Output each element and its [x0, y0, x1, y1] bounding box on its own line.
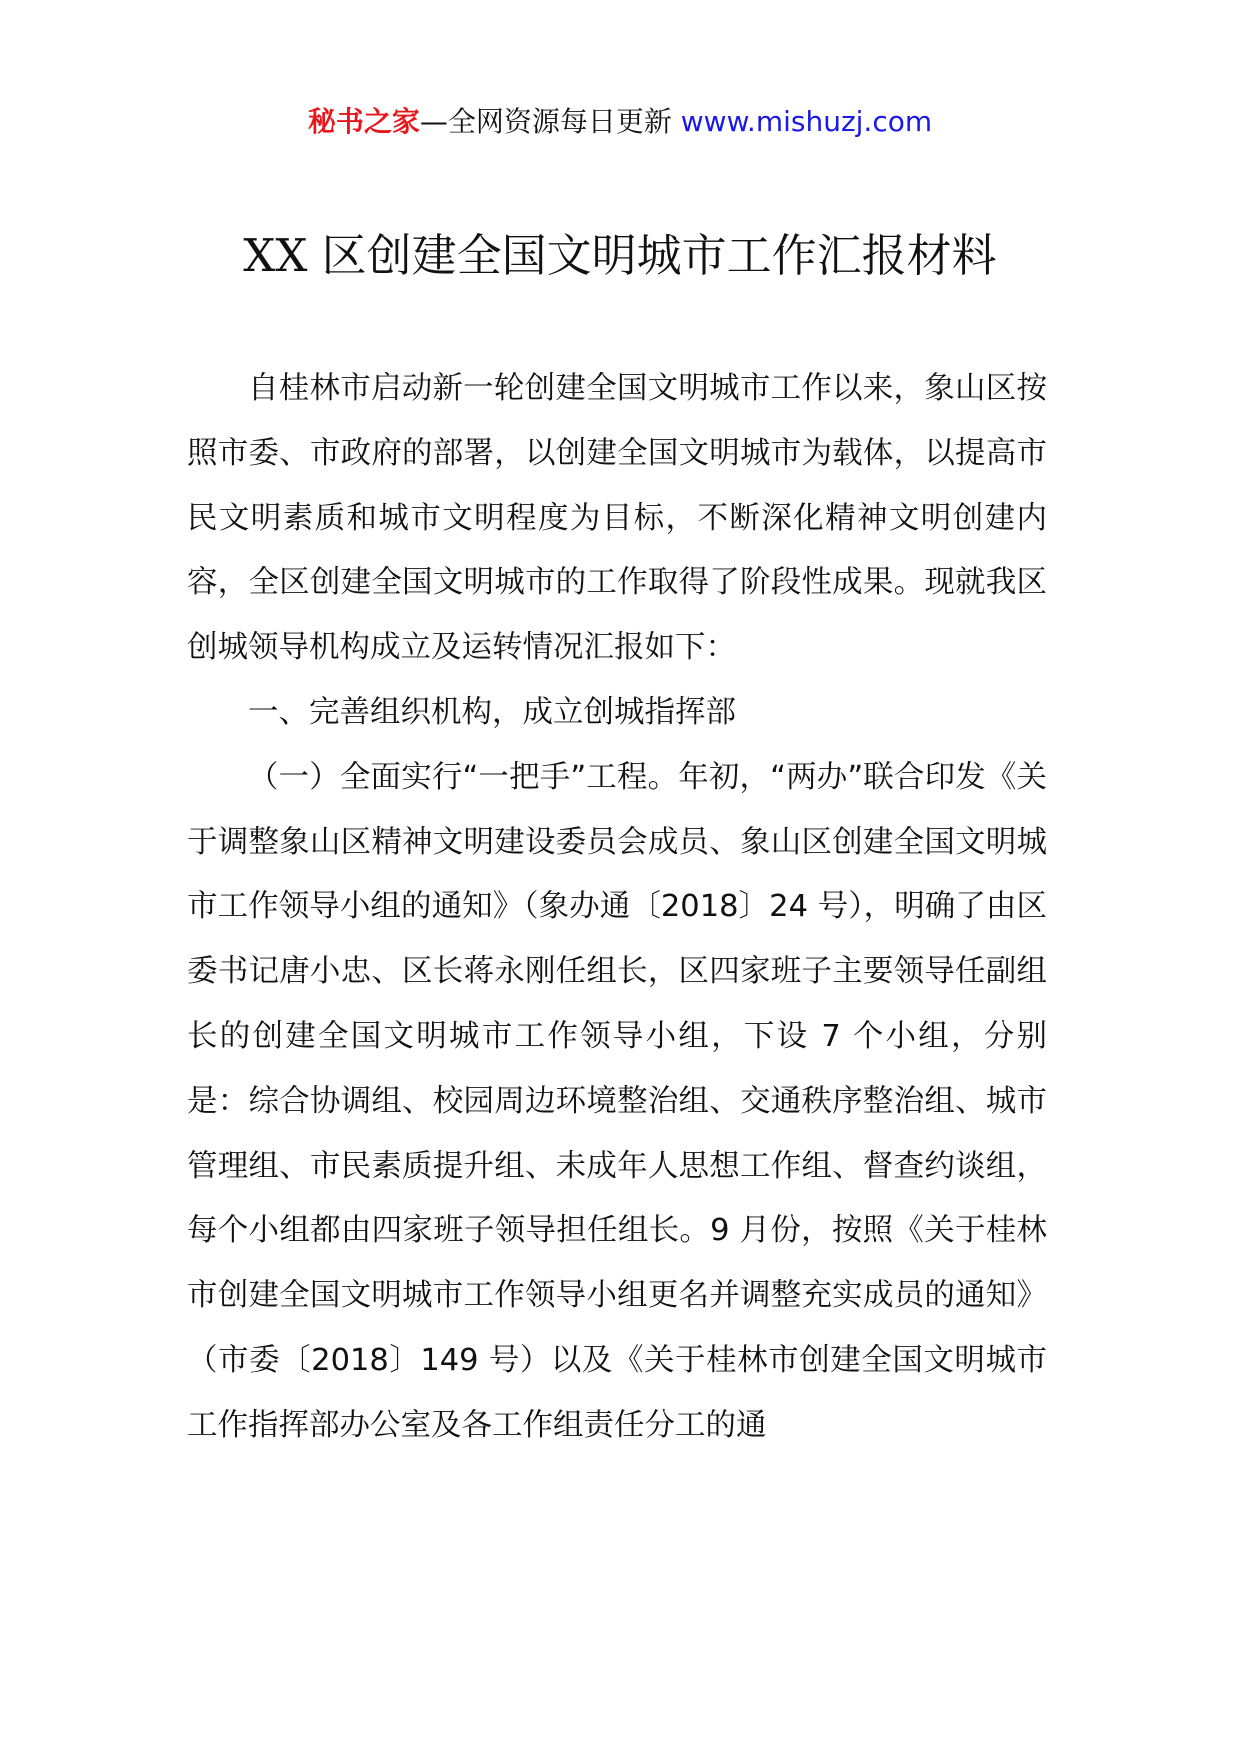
document-body	[187, 357, 1047, 1459]
body-paragraph-1: （一）全面实行“一把手”工程。年初，“两办”联合印发《关于调整象山区精神文明建设委员会成员、象山区创建全国文明城市工作领导小组的通知》（象办通〔2018〕24 号），明确了由区委书记唐小忠、区长蒋永刚任组长，区四家班子主要领导任副组长的创建全国文明城市工作领导小组，下设 7 个小组，分别是：综合协调组、校园周边环境整治组、交通秩序整治组、城市管理组、市民素质提升组、未成年人思想工作组、督查约谈组，每个小组都由四家班子领导担任组长。9 月份，按照《关于桂林市创建全国文明城市工作领导小组更名并调整充实成员的通知》（市委〔2018〕149 号）以及《关于桂林市创建全国文明城市工作指挥部办公室及各工作组责任分工的通	[187, 759, 1047, 1443]
document-title-main: 区创建全国文明城市工作汇报材料	[307, 229, 997, 282]
site-header	[0, 102, 1240, 142]
document-title-prefix: XX	[243, 229, 308, 282]
site-url-link[interactable]: www.mishuzj.com	[680, 105, 933, 138]
site-tagline: —全网资源每日更新	[419, 105, 681, 138]
site-brand: 秘书之家	[307, 105, 420, 138]
document-title	[0, 226, 1240, 286]
body-paragraph-intro: 自桂林市启动新一轮创建全国文明城市工作以来，象山区按照市委、市政府的部署，以创建全国文明城市为载体，以提高市民文明素质和城市文明程度为目标，不断深化精神文明创建内容，全区创建全国文明城市的工作取得了阶段性成果。现就我区创城领导机构成立及运转情况汇报如下：	[187, 371, 1047, 666]
section-heading: 一、完善组织机构，成立创城指挥部	[248, 694, 736, 730]
